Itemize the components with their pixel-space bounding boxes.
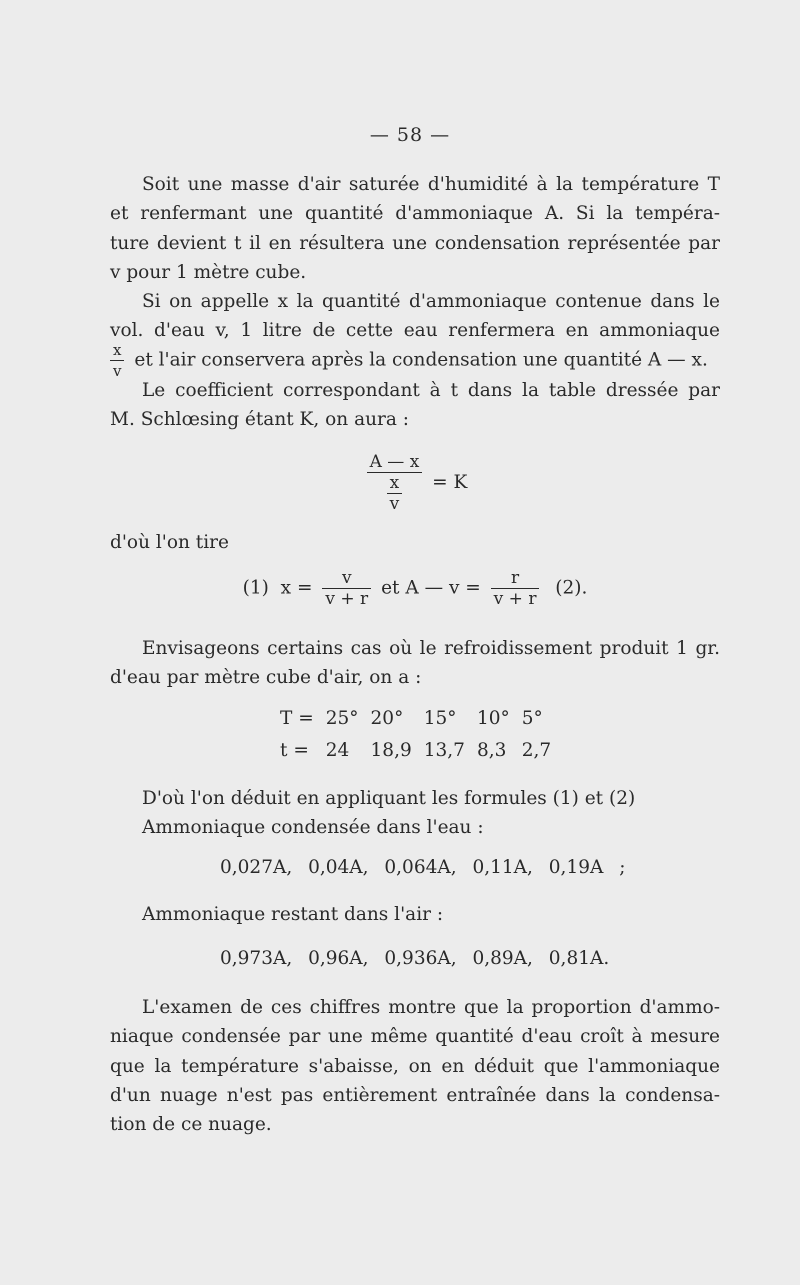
table-row bbox=[280, 704, 563, 736]
equation-middle: et A — v = bbox=[381, 577, 481, 599]
paragraph-4 bbox=[110, 528, 720, 557]
condensed-values: 0,027A, 0,04A, 0,064A, 0,11A, 0,19A ; bbox=[220, 857, 626, 878]
table-cell: 25° bbox=[325, 707, 359, 729]
paragraph-5 bbox=[110, 634, 720, 693]
table-cell: 5° bbox=[521, 707, 543, 729]
table-cell: 8,3 bbox=[476, 739, 507, 761]
paragraph-3 bbox=[110, 376, 720, 435]
inner-fraction bbox=[387, 473, 403, 514]
fraction-denominator: v + r bbox=[493, 589, 537, 609]
equation-2 bbox=[110, 568, 720, 609]
text-line: vol. d'eau v, 1 litre de cette eau renfermera en ammoniaque bbox=[110, 320, 720, 342]
text-line: niaque condensée par une même quantité d'eau croît à mesure bbox=[110, 1026, 720, 1048]
equation-1 bbox=[110, 452, 720, 514]
paragraph-6 bbox=[110, 784, 720, 843]
equation-x: x = bbox=[280, 577, 313, 599]
table-cell: 18,9 bbox=[370, 739, 412, 761]
fraction-line bbox=[110, 340, 720, 381]
temperature-table bbox=[280, 704, 563, 768]
paragraph-1 bbox=[110, 170, 720, 287]
fraction-numerator: A — x bbox=[367, 452, 423, 473]
remaining-values: 0,973A, 0,96A, 0,936A, 0,89A, 0,81A. bbox=[220, 948, 610, 969]
fraction-numerator: r bbox=[491, 568, 540, 589]
fraction-numerator: v bbox=[322, 568, 371, 589]
text-line: Soit une masse d'air saturée d'humidité à la température T bbox=[142, 174, 720, 195]
text-line: ture devient t il en résultera une condensation représentée par bbox=[110, 232, 720, 254]
fraction-numerator: x bbox=[110, 340, 124, 361]
text-line: et renfermant une quantité d'ammoniaque A. Si la tempéra- bbox=[110, 203, 720, 225]
equation-label-1: (1) bbox=[242, 577, 269, 599]
table-cell: 20° bbox=[370, 707, 404, 729]
text-line: D'où l'on déduit en appliquant les formules (1) et (2) bbox=[142, 788, 636, 809]
text-line: Ammoniaque restant dans l'air : bbox=[142, 904, 444, 925]
compound-fraction bbox=[367, 452, 423, 514]
table-row bbox=[280, 736, 563, 768]
equation-label-2: (2). bbox=[555, 577, 588, 599]
text-line: que la température s'abaisse, on en déduit que l'ammoniaque bbox=[110, 1055, 720, 1077]
paragraph-7 bbox=[110, 900, 720, 929]
fraction-x-over-v bbox=[110, 340, 124, 381]
text-line: d'eau par mètre cube d'air, on a : bbox=[110, 667, 422, 689]
table-cell: 13,7 bbox=[423, 739, 465, 761]
text-line: L'examen de ces chiffres montre que la proportion d'ammo- bbox=[142, 997, 720, 1018]
text-line: Ammoniaque condensée dans l'eau : bbox=[142, 817, 484, 839]
text-line: d'où l'on tire bbox=[110, 532, 229, 553]
text-line: Envisageons certains cas où le refroidissement produit 1 gr. bbox=[142, 638, 720, 659]
text-line: Le coefficient correspondant à t dans la table dressée par bbox=[142, 380, 720, 401]
paragraph-8 bbox=[110, 993, 720, 1139]
inner-numerator: x bbox=[387, 473, 403, 494]
text-line: M. Schlœsing étant K, on aura : bbox=[110, 409, 409, 431]
table-cell: 2,7 bbox=[521, 739, 552, 761]
text-line: tion de ce nuage. bbox=[110, 1114, 272, 1136]
fraction-r-over-v-plus-r bbox=[491, 568, 540, 609]
table-cell: T = bbox=[280, 707, 314, 729]
page-number: — 58 — bbox=[369, 124, 451, 146]
paragraph-2 bbox=[110, 287, 720, 346]
fraction-denominator: v bbox=[113, 362, 122, 380]
text-line: et l'air conservera après la condensation une quantité A — x. bbox=[134, 349, 708, 371]
fraction-v-over-v-plus-r bbox=[322, 568, 371, 609]
text-line: v pour 1 mètre cube. bbox=[110, 261, 307, 283]
text-line: Si on appelle x la quantité d'ammoniaque contenue dans le bbox=[142, 291, 720, 312]
inner-denominator: v bbox=[389, 494, 400, 514]
table-cell: 15° bbox=[423, 707, 457, 729]
fraction-denominator bbox=[367, 473, 423, 514]
fraction-denominator: v + r bbox=[325, 589, 369, 609]
table-cell: 24 bbox=[325, 739, 350, 761]
equation-rhs: = K bbox=[432, 472, 468, 493]
table-cell: 10° bbox=[476, 707, 510, 729]
text-line: d'un nuage n'est pas entièrement entraînée dans la condensa- bbox=[110, 1084, 720, 1106]
table-cell: t = bbox=[280, 739, 309, 761]
